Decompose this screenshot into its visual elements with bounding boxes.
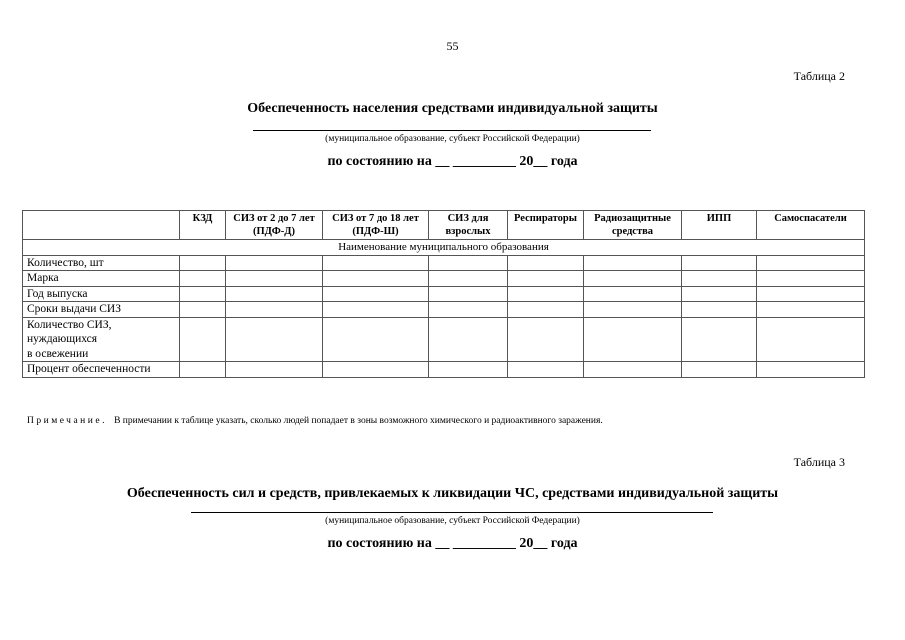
table-row	[23, 286, 865, 302]
row-label: Сроки выдачи СИЗ	[23, 302, 180, 318]
row-label: Количество, шт	[23, 255, 180, 271]
table-3-title: Обеспеченность сил и средств, привлекаемых к ликвидации ЧС, средствами индивидуальной защиты	[126, 486, 779, 501]
table-cell	[757, 302, 865, 318]
table-row	[23, 362, 865, 378]
table-cell	[584, 286, 682, 302]
table-cell	[429, 271, 508, 287]
table-cell	[584, 317, 682, 362]
header-cell: СИЗ для взрослых	[429, 211, 508, 240]
table-cell	[682, 286, 757, 302]
table-2-as-of: по состоянию на __ _________ 20__ года	[327, 154, 578, 169]
table-cell	[508, 286, 584, 302]
table-cell	[682, 255, 757, 271]
row-label: Марка	[23, 271, 180, 287]
table-cell	[584, 255, 682, 271]
table-cell	[757, 271, 865, 287]
table-cell	[682, 317, 757, 362]
table-cell	[323, 255, 429, 271]
table-2-subtitle: (муниципальное образование, субъект Российской Федерации)	[325, 134, 580, 144]
table-2-label: Таблица 2	[793, 69, 845, 83]
table-cell	[180, 317, 226, 362]
table-cell	[508, 362, 584, 378]
table-row	[23, 317, 865, 362]
header-cell: Респираторы	[508, 211, 584, 240]
row-label-line: в освежении	[27, 347, 89, 360]
row-label-line: Количество СИЗ,	[27, 318, 112, 331]
table-cell	[180, 271, 226, 287]
table-3-as-of: по состоянию на __ _________ 20__ года	[327, 536, 578, 551]
table-3-subtitle: (муниципальное образование, субъект Российской Федерации)	[325, 516, 580, 526]
header-cell: КЗД	[180, 211, 226, 240]
table-cell	[226, 302, 323, 318]
table-cell	[682, 271, 757, 287]
header-cell: Радиозащитные средства	[584, 211, 682, 240]
row-label	[23, 317, 180, 362]
table-3-label: Таблица 3	[793, 455, 845, 469]
note-prefix: Примечание.	[27, 416, 107, 426]
municipality-section-row	[23, 240, 865, 256]
header-cell: Самоспасатели	[757, 211, 865, 240]
table-cell	[226, 255, 323, 271]
page-number: 55	[446, 39, 459, 53]
table-2-grid	[22, 210, 865, 378]
table-cell	[508, 271, 584, 287]
header-cell: ИПП	[682, 211, 757, 240]
table-cell	[323, 271, 429, 287]
table-cell	[226, 362, 323, 378]
table-cell	[757, 255, 865, 271]
table-cell	[429, 317, 508, 362]
table-2-header-row	[23, 211, 865, 240]
municipality-underline	[253, 130, 651, 131]
table-2-note	[27, 416, 603, 426]
table-cell	[584, 271, 682, 287]
table-cell	[180, 302, 226, 318]
table-row	[23, 255, 865, 271]
table-2-title: Обеспеченность населения средствами индивидуальной защиты	[247, 101, 658, 116]
table-cell	[757, 286, 865, 302]
municipality-section-label: Наименование муниципального образования	[23, 240, 865, 256]
table-cell	[323, 317, 429, 362]
header-cell	[23, 211, 180, 240]
table-cell	[226, 317, 323, 362]
header-cell: СИЗ от 2 до 7 лет (ПДФ-Д)	[226, 211, 323, 240]
table-cell	[429, 362, 508, 378]
table-row	[23, 302, 865, 318]
table-cell	[180, 362, 226, 378]
table-cell	[757, 317, 865, 362]
table-cell	[180, 255, 226, 271]
table-cell	[508, 302, 584, 318]
table-cell	[682, 302, 757, 318]
table-cell	[226, 286, 323, 302]
table-cell	[323, 362, 429, 378]
table-cell	[584, 362, 682, 378]
table-cell	[508, 317, 584, 362]
table-cell	[682, 362, 757, 378]
table-cell	[429, 286, 508, 302]
row-label: Процент обеспеченности	[23, 362, 180, 378]
table-cell	[757, 362, 865, 378]
table-cell	[429, 302, 508, 318]
note-text: В примечании к таблице указать, сколько людей попадает в зоны возможного химического и радиоактивного заражения.	[114, 416, 603, 426]
table-cell	[323, 286, 429, 302]
table-cell	[180, 286, 226, 302]
row-label: Год выпуска	[23, 286, 180, 302]
row-label-line: нуждающихся	[27, 333, 98, 345]
table-cell	[584, 302, 682, 318]
table-cell	[508, 255, 584, 271]
table-cell	[429, 255, 508, 271]
municipality-underline	[191, 512, 713, 513]
table-cell	[226, 271, 323, 287]
header-cell: СИЗ от 7 до 18 лет (ПДФ-Ш)	[323, 211, 429, 240]
table-cell	[323, 302, 429, 318]
table-row	[23, 271, 865, 287]
